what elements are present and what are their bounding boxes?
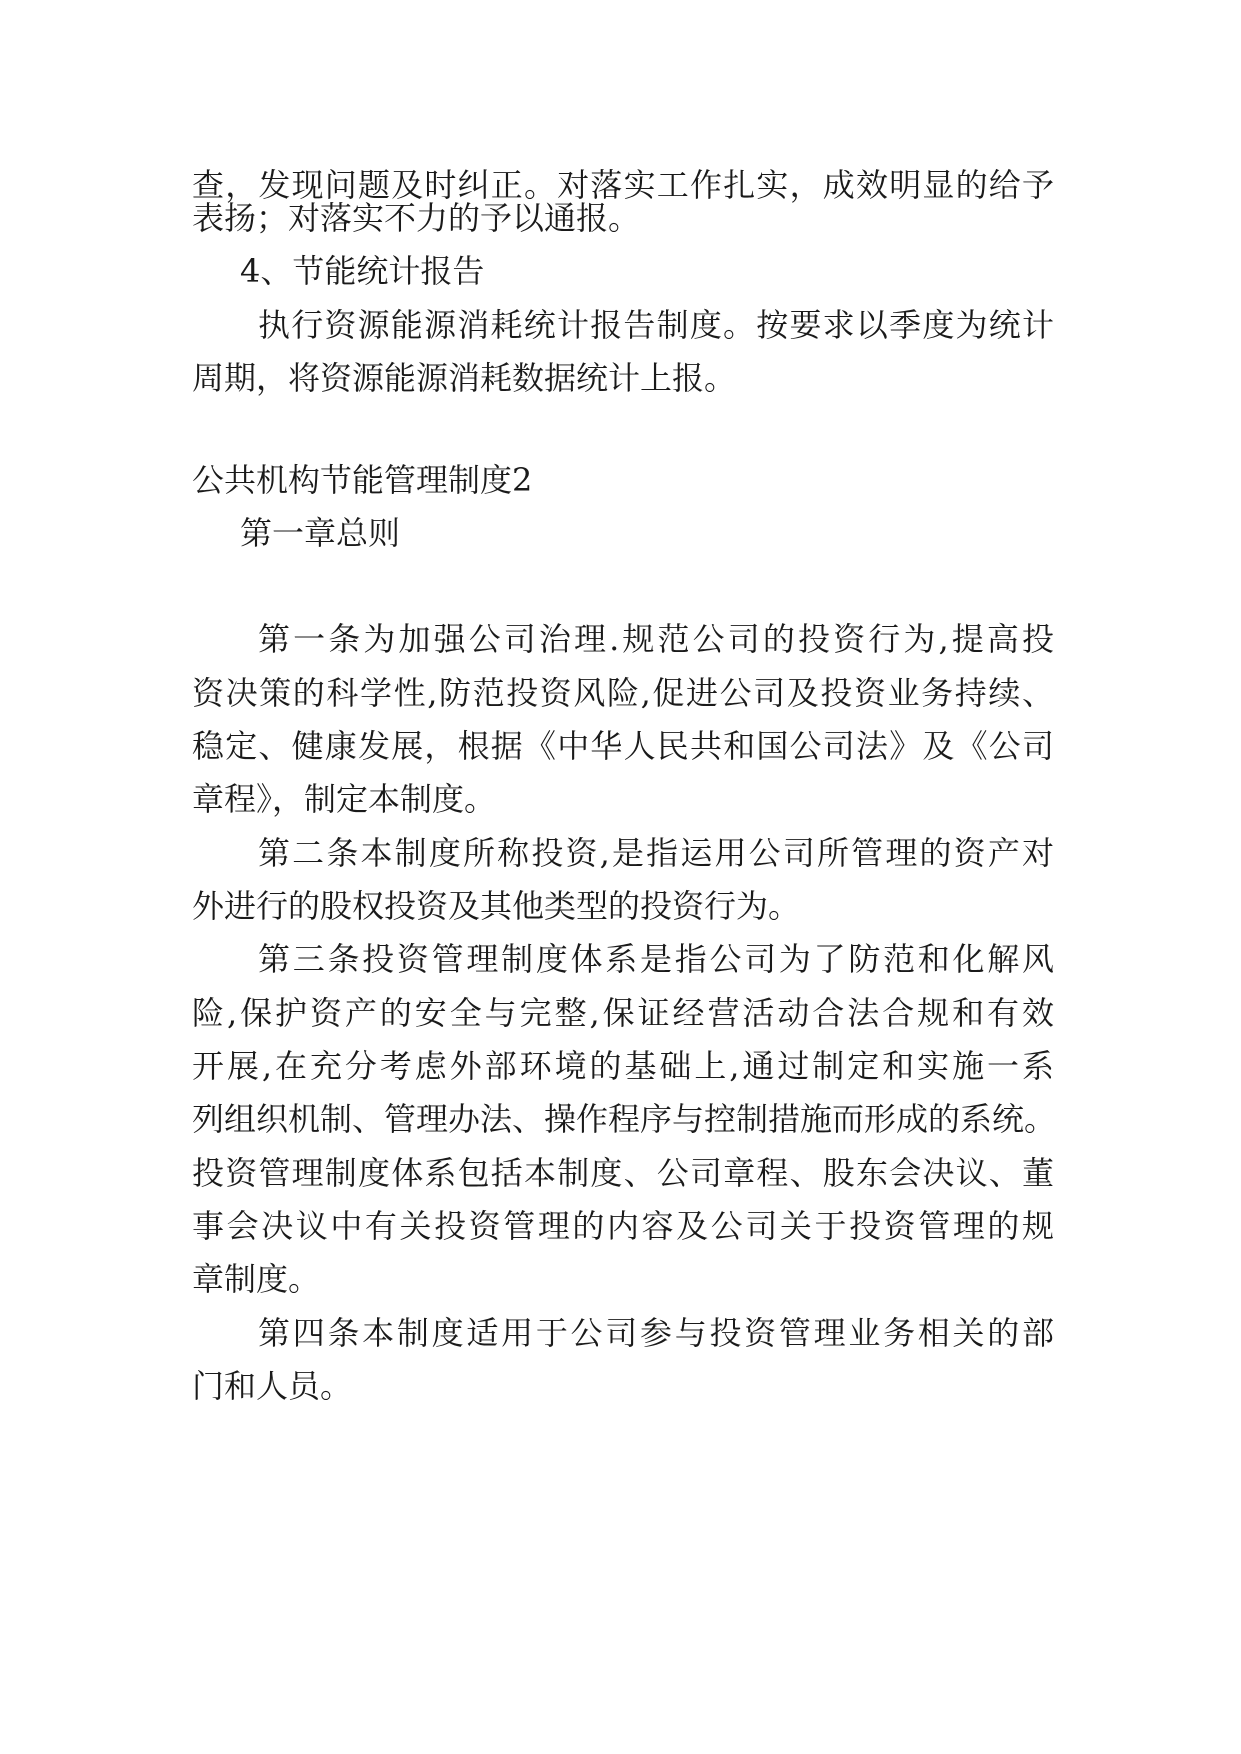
chapter-heading: 第一章总则	[240, 514, 401, 552]
text-line: 查，发现问题及时纠正。对落实工作扎实，成效明显的给予	[192, 166, 1054, 204]
text-line: 章制度。	[192, 1260, 321, 1298]
text-line: 稳定、健康发展，根据《中华人民共和国公司法》及《公司	[192, 727, 1054, 765]
text-line: 列组织机制、管理办法、操作程序与控制措施而形成的系统。	[192, 1100, 1057, 1138]
text-line: 第三条投资管理制度体系是指公司为了防范和化解风	[258, 940, 1054, 978]
text-line: 章程》，制定本制度。	[192, 780, 497, 818]
section-heading: 4、节能统计报告	[240, 252, 485, 290]
text-line: 周期，将资源能源消耗数据统计上报。	[192, 359, 737, 397]
text-line: 投资管理制度体系包括本制度、公司章程、股东会决议、董	[192, 1154, 1054, 1192]
text-line: 事会决议中有关投资管理的内容及公司关于投资管理的规	[192, 1207, 1054, 1245]
text-line: 表扬；对落实不力的予以通报。	[192, 199, 641, 237]
text-line: 门和人员。	[192, 1367, 353, 1405]
text-line: 开展,在充分考虑外部环境的基础上,通过制定和实施一系	[192, 1047, 1054, 1085]
text-line: 外进行的股权投资及其他类型的投资行为。	[192, 887, 801, 925]
text-line: 执行资源能源消耗统计报告制度。按要求以季度为统计	[258, 306, 1054, 344]
text-line: 第二条本制度所称投资,是指运用公司所管理的资产对	[258, 834, 1054, 872]
text-line: 第四条本制度适用于公司参与投资管理业务相关的部	[258, 1314, 1054, 1352]
document-title: 公共机构节能管理制度2	[192, 461, 533, 499]
text-line: 险,保护资产的安全与完整,保证经营活动合法合规和有效	[192, 994, 1054, 1032]
text-line: 第一条为加强公司治理.规范公司的投资行为,提高投	[258, 620, 1054, 658]
text-line: 资决策的科学性,防范投资风险,促进公司及投资业务持续、	[192, 674, 1054, 712]
